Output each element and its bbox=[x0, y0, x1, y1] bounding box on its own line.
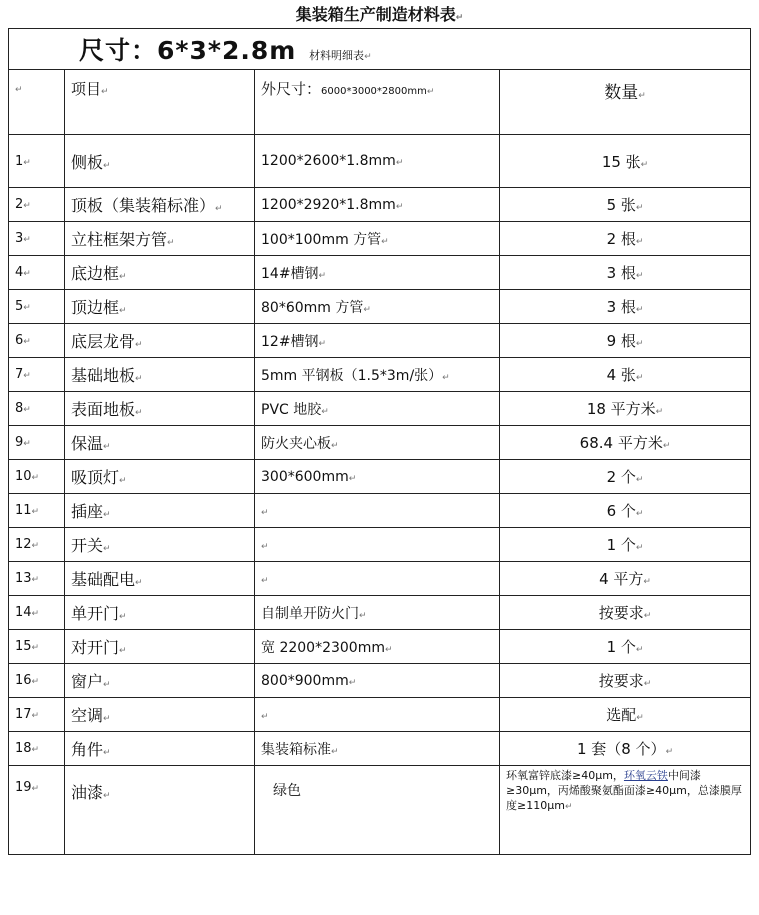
row-number: 14↵ bbox=[9, 596, 65, 630]
row-spec: ↵ bbox=[255, 562, 500, 596]
row-item: 对开门↵ bbox=[65, 630, 255, 664]
row-item: 顶板（集装箱标准）↵ bbox=[65, 188, 255, 222]
row-item: 单开门↵ bbox=[65, 596, 255, 630]
table-row bbox=[9, 562, 751, 596]
table-row bbox=[9, 494, 751, 528]
table-row bbox=[9, 188, 751, 222]
row-number: 10↵ bbox=[9, 460, 65, 494]
row-number: 9↵ bbox=[9, 426, 65, 460]
row-item: 立柱框架方管↵ bbox=[65, 222, 255, 256]
header-index: ↵ bbox=[9, 70, 65, 135]
row-qty: 15 张↵ bbox=[500, 135, 751, 188]
row-spec: 12#槽钢↵ bbox=[255, 324, 500, 358]
row-spec: 80*60mm 方管↵ bbox=[255, 290, 500, 324]
row-qty: 按要求↵ bbox=[500, 596, 751, 630]
row-spec: 宽 2200*2300mm↵ bbox=[255, 630, 500, 664]
table-row bbox=[9, 528, 751, 562]
row-spec: 300*600mm↵ bbox=[255, 460, 500, 494]
row-qty: 4 平方↵ bbox=[500, 562, 751, 596]
table-row bbox=[9, 426, 751, 460]
row-qty: 9 根↵ bbox=[500, 324, 751, 358]
table-row bbox=[9, 630, 751, 664]
row-number: 8↵ bbox=[9, 392, 65, 426]
row-item: 保温↵ bbox=[65, 426, 255, 460]
row-qty: 18 平方米↵ bbox=[500, 392, 751, 426]
row-number: 7↵ bbox=[9, 358, 65, 392]
row-number: 18↵ bbox=[9, 732, 65, 766]
table-row bbox=[9, 290, 751, 324]
row-qty: 4 张↵ bbox=[500, 358, 751, 392]
row-item: 角件↵ bbox=[65, 732, 255, 766]
row-number: 13↵ bbox=[9, 562, 65, 596]
row-number: 3↵ bbox=[9, 222, 65, 256]
table-row bbox=[9, 460, 751, 494]
table-row bbox=[9, 135, 751, 188]
row-number: 1↵ bbox=[9, 135, 65, 188]
row-item: 插座↵ bbox=[65, 494, 255, 528]
row-spec: ↵ bbox=[255, 698, 500, 732]
header-spec: 外尺寸：6000*3000*2800mm↵ bbox=[255, 70, 500, 135]
row-spec: 绿色 bbox=[255, 766, 500, 855]
row-qty: 6 个↵ bbox=[500, 494, 751, 528]
row-spec: ↵ bbox=[255, 528, 500, 562]
row-spec: 800*900mm↵ bbox=[255, 664, 500, 698]
row-item: 顶边框↵ bbox=[65, 290, 255, 324]
table-row bbox=[9, 392, 751, 426]
row-qty: 3 根↵ bbox=[500, 290, 751, 324]
row-number: 2↵ bbox=[9, 188, 65, 222]
row-item: 窗户↵ bbox=[65, 664, 255, 698]
row-qty: 选配↵ bbox=[500, 698, 751, 732]
size-header-row: 尺寸：6*3*2.8m 材料明细表↵ bbox=[9, 29, 751, 70]
table-row bbox=[9, 698, 751, 732]
table-row bbox=[9, 324, 751, 358]
row-item: 侧板↵ bbox=[65, 135, 255, 188]
table-row bbox=[9, 358, 751, 392]
row-item: 吸顶灯↵ bbox=[65, 460, 255, 494]
row-spec: 1200*2920*1.8mm↵ bbox=[255, 188, 500, 222]
row-item: 底层龙骨↵ bbox=[65, 324, 255, 358]
row-spec: 5mm 平钢板（1.5*3m/张）↵ bbox=[255, 358, 500, 392]
table-row bbox=[9, 766, 751, 855]
row-qty: 1 个↵ bbox=[500, 528, 751, 562]
row-item: 空调↵ bbox=[65, 698, 255, 732]
row-qty: 3 根↵ bbox=[500, 256, 751, 290]
row-item: 表面地板↵ bbox=[65, 392, 255, 426]
row-qty: 按要求↵ bbox=[500, 664, 751, 698]
header-qty: 数量↵ bbox=[500, 70, 751, 135]
row-number: 6↵ bbox=[9, 324, 65, 358]
row-qty: 5 张↵ bbox=[500, 188, 751, 222]
row-item: 基础配电↵ bbox=[65, 562, 255, 596]
row-number: 19↵ bbox=[9, 766, 65, 855]
row-number: 5↵ bbox=[9, 290, 65, 324]
table-row bbox=[9, 596, 751, 630]
row-qty: 2 根↵ bbox=[500, 222, 751, 256]
row-spec: ↵ bbox=[255, 494, 500, 528]
row-qty: 1 套（8 个）↵ bbox=[500, 732, 751, 766]
row-spec: 防火夹心板↵ bbox=[255, 426, 500, 460]
row-number: 17↵ bbox=[9, 698, 65, 732]
header-item: 项目↵ bbox=[65, 70, 255, 135]
document-title: 集装箱生产制造材料表↵ bbox=[295, 5, 464, 24]
row-spec: 集装箱标准↵ bbox=[255, 732, 500, 766]
table-row bbox=[9, 222, 751, 256]
row-spec: 14#槽钢↵ bbox=[255, 256, 500, 290]
column-header-row bbox=[9, 70, 751, 135]
table-row bbox=[9, 664, 751, 698]
materials-table bbox=[8, 28, 751, 855]
row-item: 底边框↵ bbox=[65, 256, 255, 290]
row-spec: 100*100mm 方管↵ bbox=[255, 222, 500, 256]
row-number: 11↵ bbox=[9, 494, 65, 528]
row-number: 15↵ bbox=[9, 630, 65, 664]
row-qty: 2 个↵ bbox=[500, 460, 751, 494]
row-spec: PVC 地胶↵ bbox=[255, 392, 500, 426]
row-item: 油漆↵ bbox=[65, 766, 255, 855]
row-qty: 68.4 平方米↵ bbox=[500, 426, 751, 460]
row-number: 12↵ bbox=[9, 528, 65, 562]
row-qty: 1 个↵ bbox=[500, 630, 751, 664]
row-item: 开关↵ bbox=[65, 528, 255, 562]
row-spec: 自制单开防火门↵ bbox=[255, 596, 500, 630]
table-row bbox=[9, 256, 751, 290]
size-heading: 尺寸：6*3*2.8m bbox=[79, 36, 297, 65]
row-spec: 1200*2600*1.8mm↵ bbox=[255, 135, 500, 188]
row-qty: 环氧富锌底漆≥40μm，环氧云铁中间漆≥30μm，丙烯酸聚氨酯面漆≥40μm，总漆膜厚度≥110μm↵ bbox=[500, 766, 751, 855]
row-item: 基础地板↵ bbox=[65, 358, 255, 392]
row-number: 4↵ bbox=[9, 256, 65, 290]
detail-label: 材料明细表 bbox=[309, 49, 365, 62]
table-row bbox=[9, 732, 751, 766]
row-number: 16↵ bbox=[9, 664, 65, 698]
